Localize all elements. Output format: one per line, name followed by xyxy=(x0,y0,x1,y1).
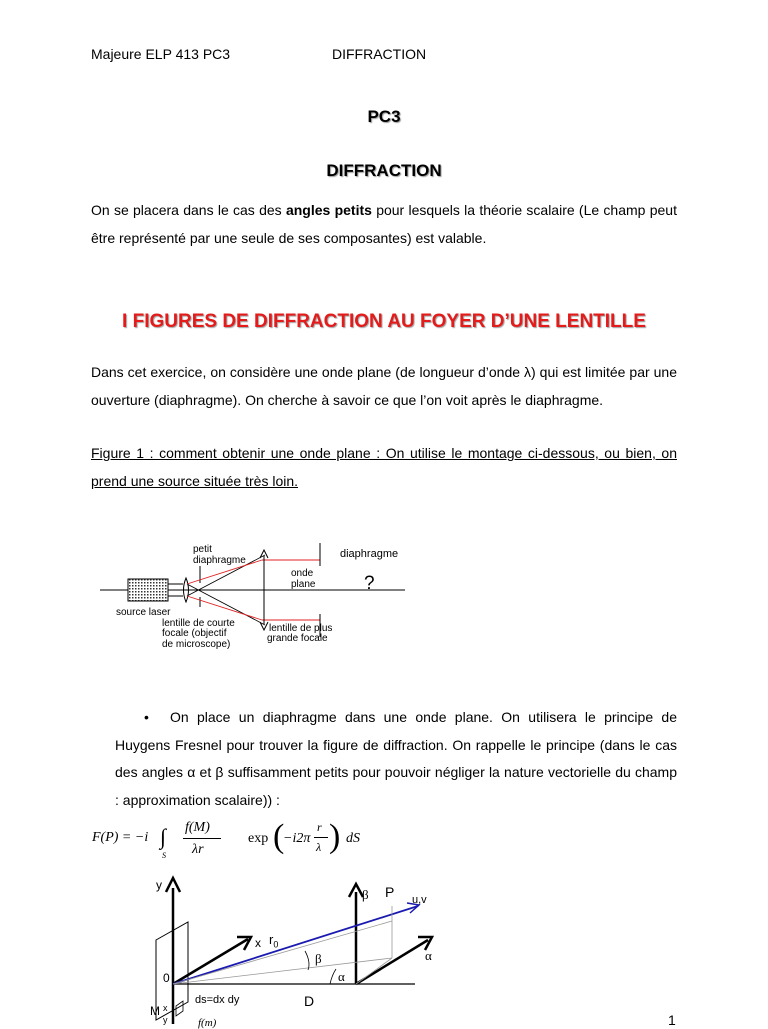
bullet-paragraph: On place un diaphragme dans une onde plane. On utilisera le principe de Huygens Fresnel pour trouver la figure de diffraction. On rappelle le principe (dans le cas des angles α et β suffisamment petits pour pouvoir négliger la nature vectorielle du champ : approximation scalaire)) : xyxy=(115,709,677,808)
formula-paren-left: ( xyxy=(273,818,285,855)
label-source: source laser xyxy=(116,607,171,618)
label-lens-short-1: lentille de courte xyxy=(162,618,235,629)
formula-inner: −i2π xyxy=(283,831,311,846)
label-beta-axis: β xyxy=(362,887,369,902)
label-x: x xyxy=(255,936,261,950)
label-origin: 0 xyxy=(163,971,170,985)
label-alpha-angle: α xyxy=(338,969,345,984)
label-small-diaphragm: diaphragme xyxy=(193,555,246,566)
section-title: I FIGURES DE DIFFRACTION AU FOYER D’UNE LENTILLE xyxy=(122,311,646,332)
pc-title: PC3 xyxy=(367,107,401,126)
label-P: P xyxy=(385,884,395,900)
formula-ds: dS xyxy=(346,831,360,846)
label-lens-long-2: grande focale xyxy=(267,633,328,644)
page-number: 1 xyxy=(668,1012,676,1028)
header-course: Majeure ELP 413 PC3 xyxy=(91,46,231,62)
label-lens-long-1: lentille de plus xyxy=(269,623,333,634)
formula-integral: ∫ xyxy=(160,824,167,849)
formula-numerator: f(M) xyxy=(185,820,210,835)
header-topic: DIFFRACTION xyxy=(332,46,427,62)
label-diaphragme: diaphragme xyxy=(340,548,399,560)
label-ds: ds=dx dy xyxy=(195,994,240,1006)
label-onde: onde xyxy=(291,568,314,579)
intro-bold: angles petits xyxy=(285,202,372,218)
label-xm: x xyxy=(163,1003,168,1013)
label-plane: plane xyxy=(291,579,316,590)
intro-before: On se placera dans le cas des xyxy=(91,202,286,218)
label-beta-angle: β xyxy=(315,951,322,966)
label-uv: u,v xyxy=(412,894,427,906)
label-lens-short-3: de microscope) xyxy=(162,639,231,650)
formula-exp: exp xyxy=(248,831,269,846)
exercise-paragraph: Dans cet exercice, on considère une onde plane (de longueur d’onde λ) qui est limitée par une ouverture (diaphragme). On cherche à savoir ce que l’on voit après le diaphragme. xyxy=(91,364,677,408)
label-y: y xyxy=(156,878,162,892)
formula-lambda: λ xyxy=(316,840,322,854)
formula-denominator: λr xyxy=(192,842,204,857)
intro-after: pour lesquels la théorie scalaire (Le champ peut être représenté par une seule de ses composantes) est valable. xyxy=(91,202,677,246)
figure1-caption: Figure 1 : comment obtenir une onde plane : On utilise le montage ci-dessous, ou bien, on prend une source située très loin. xyxy=(91,445,677,489)
label-r0 xyxy=(269,932,278,950)
x-axis xyxy=(173,939,248,984)
formula-surface: S xyxy=(162,851,166,860)
label-question: ? xyxy=(364,573,375,594)
label-M: M xyxy=(150,1004,160,1018)
label-lens-short-2: focale (objectif xyxy=(162,628,227,639)
label-D: D xyxy=(304,993,315,1009)
label-fm: f(m) xyxy=(198,1017,217,1029)
formula-paren-right: ) xyxy=(329,818,341,855)
r0-vector xyxy=(173,906,418,984)
main-title: DIFFRACTION xyxy=(326,161,442,180)
formula-r: r xyxy=(317,820,322,834)
formula-lhs: F(P) = −i xyxy=(92,830,149,845)
label-alpha-axis: α xyxy=(425,948,432,963)
label-ym: y xyxy=(163,1015,168,1025)
label-r0-main: r xyxy=(269,932,274,947)
bullet-icon: • xyxy=(144,709,149,725)
label-petit: petit xyxy=(193,544,212,555)
label-r0-sub: 0 xyxy=(273,939,279,950)
